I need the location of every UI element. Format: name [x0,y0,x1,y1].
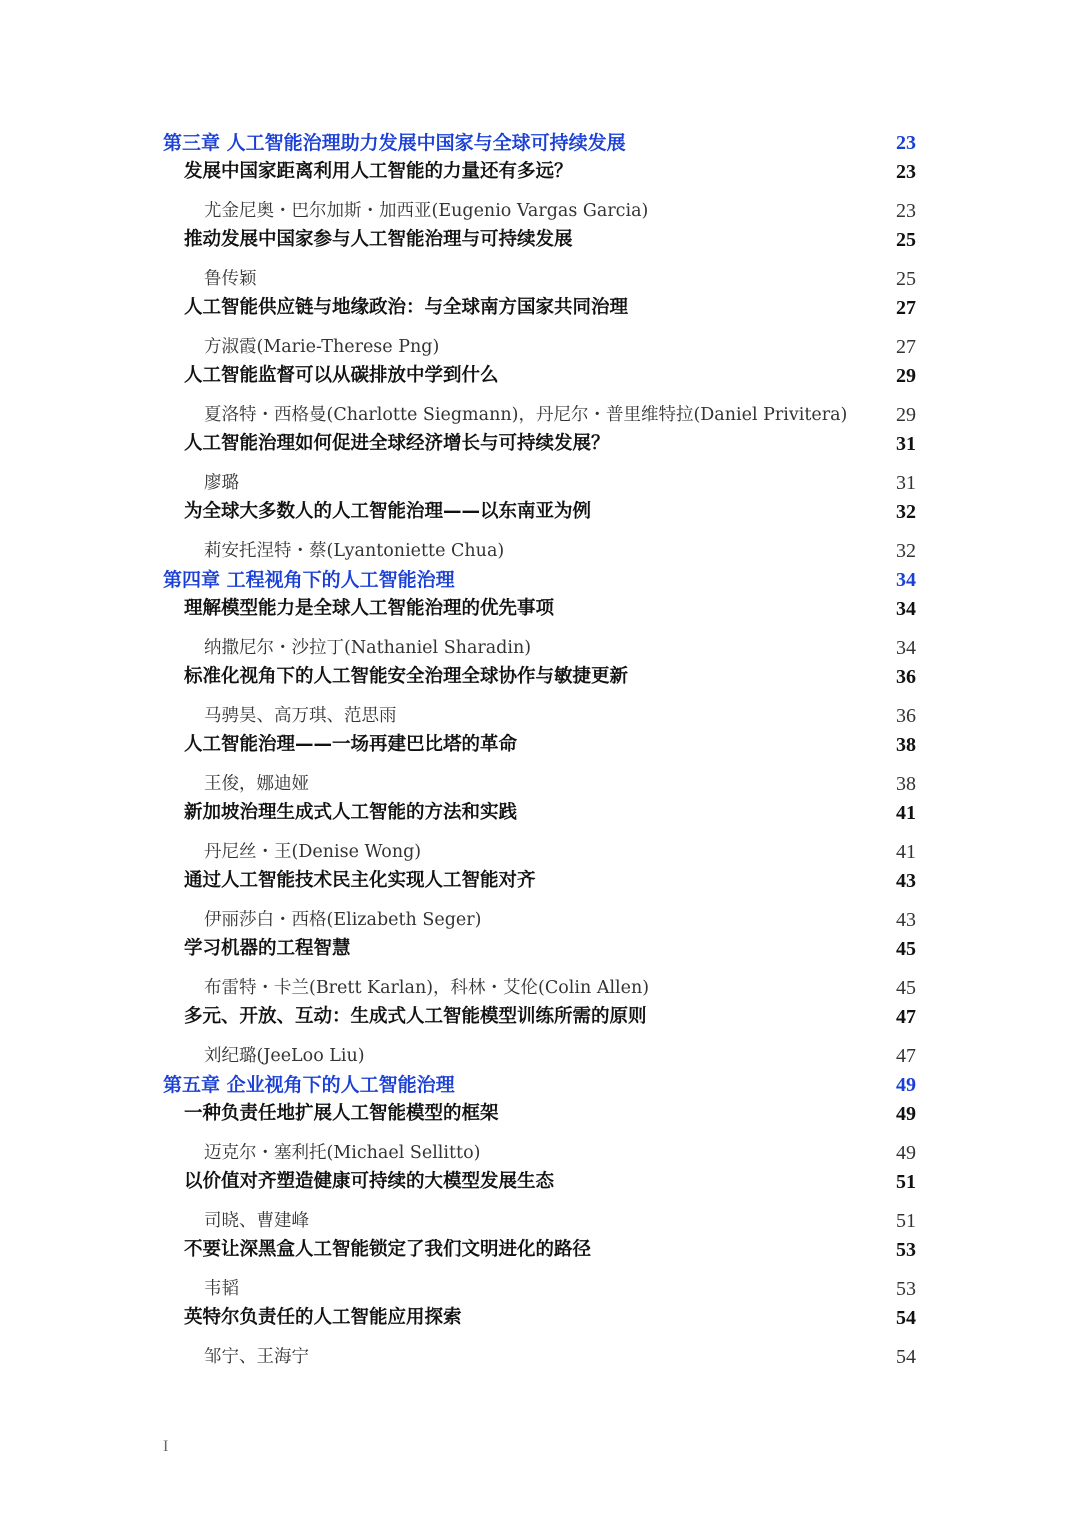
toc-author-row [0,468,1080,498]
toc-article-title: 为全球大多数人的人工智能治理——以东南亚为例 [184,501,592,522]
toc-author-title: 司晓、曹建峰 [204,1211,309,1231]
toc-author-row [0,196,1080,226]
toc-page-number: 38 [896,773,916,795]
toc-article-title: 以价值对齐塑造健康可持续的大模型发展生态 [184,1171,555,1192]
toc-article-row [0,293,1080,323]
toc-page-number: 29 [896,365,916,387]
toc-article-title: 一种负责任地扩展人工智能模型的框架 [184,1103,499,1124]
toc-page-number: 36 [896,705,916,727]
toc-author-title: 伊丽莎白・西格(Elizabeth Seger) [204,910,482,930]
toc-article-row [0,730,1080,760]
toc-page-number: 41 [896,802,916,824]
toc-page-number: 53 [896,1278,916,1300]
toc-author-row [0,769,1080,799]
toc-article-title: 通过人工智能技术民主化实现人工智能对齐 [184,870,536,891]
toc-page-number: 43 [896,909,916,931]
toc-author-title: 王俊，娜迪娅 [204,774,309,794]
toc-article-title: 人工智能供应链与地缘政治：与全球南方国家共同治理 [184,297,629,318]
toc-page-number: 32 [896,501,916,523]
toc-author-title: 布雷特・卡兰(Brett Karlan)，科林・艾伦(Colin Allen) [204,978,650,998]
toc-author-title: 夏洛特・西格曼(Charlotte Siegmann)，丹尼尔・普里维特拉(Daniel Privitera) [204,405,848,425]
toc-page-number: 49 [896,1142,916,1164]
toc-article-title: 不要让深黑盒人工智能锁定了我们文明进化的路径 [184,1239,592,1260]
toc-page-number: 49 [896,1103,916,1125]
toc-article-row [0,157,1080,187]
toc-chapter-row [0,565,1080,595]
toc-author-row [0,1206,1080,1236]
toc-page-number: 51 [896,1210,916,1232]
toc-page-number: 51 [896,1171,916,1193]
toc-page-number: 43 [896,870,916,892]
toc-author-row [0,973,1080,1003]
toc-page-number: 34 [896,569,916,591]
toc-article-row [0,1303,1080,1333]
toc-page-number: 23 [896,200,916,222]
toc-article-row [0,1235,1080,1265]
toc-page-number: 38 [896,734,916,756]
toc-author-row [0,837,1080,867]
toc-article-title: 英特尔负责任的人工智能应用探索 [184,1307,462,1328]
toc-article-row [0,497,1080,527]
toc-page-number: 25 [896,268,916,290]
toc-author-row [0,332,1080,362]
toc-article-row [0,594,1080,624]
toc-page-number: 53 [896,1239,916,1261]
toc-article-row [0,866,1080,896]
toc-author-row [0,264,1080,294]
toc-author-title: 马骋昊、高万琪、范思雨 [204,706,397,726]
toc-author-title: 廖璐 [204,473,239,493]
toc-author-row [0,536,1080,566]
toc-author-row [0,1274,1080,1304]
toc-chapter-title: 第五章 企业视角下的人工智能治理 [163,1074,455,1096]
toc-chapter-row [0,1070,1080,1100]
toc-author-row [0,905,1080,935]
toc-page-number: 45 [896,938,916,960]
toc-page-number: 27 [896,297,916,319]
toc-page-number: 27 [896,336,916,358]
toc-page-number: 45 [896,977,916,999]
toc-author-title: 韦韬 [204,1279,239,1299]
toc-page-number: 34 [896,598,916,620]
toc-page-number: 29 [896,404,916,426]
toc-page-number: 23 [896,132,916,154]
toc-author-title: 莉安托涅特・蔡(Lyantoniette Chua) [204,541,505,561]
toc-chapter-title: 第四章 工程视角下的人工智能治理 [163,569,455,591]
toc-author-title: 纳撒尼尔・沙拉丁(Nathaniel Sharadin) [204,638,532,658]
toc-article-title: 人工智能监督可以从碳排放中学到什么 [184,365,499,386]
toc-author-row [0,400,1080,430]
toc-page-number: 23 [896,161,916,183]
toc-article-title: 理解模型能力是全球人工智能治理的优先事项 [184,598,555,619]
toc-article-row [0,1167,1080,1197]
toc-article-title: 多元、开放、互动：生成式人工智能模型训练所需的原则 [184,1006,647,1027]
toc-author-row [0,701,1080,731]
toc-article-title: 新加坡治理生成式人工智能的方法和实践 [184,802,518,823]
toc-author-title: 丹尼丝・王(Denise Wong) [204,842,422,862]
toc-page-number: 25 [896,229,916,251]
toc-page-number: 31 [896,472,916,494]
toc-page-number: 36 [896,666,916,688]
toc-page-number: 47 [896,1006,916,1028]
toc-article-row [0,798,1080,828]
toc-page-number: 41 [896,841,916,863]
toc-article-row [0,1099,1080,1129]
toc-page-number: 54 [896,1307,916,1329]
toc-author-row [0,1342,1080,1372]
toc-article-title: 标准化视角下的人工智能安全治理全球协作与敏捷更新 [184,666,629,687]
toc-author-title: 邹宁、王海宁 [204,1347,309,1367]
toc-article-row [0,1002,1080,1032]
toc-page-number: 47 [896,1045,916,1067]
toc-chapter-title: 第三章 人工智能治理助力发展中国家与全球可持续发展 [163,132,626,154]
toc-article-title: 发展中国家距离利用人工智能的力量还有多远？ [184,161,573,182]
toc-author-title: 刘纪璐(JeeLoo Liu) [204,1046,365,1066]
page-number: I [163,1438,169,1455]
toc-author-title: 鲁传颖 [204,269,257,289]
toc-page-number: 34 [896,637,916,659]
toc-article-row [0,934,1080,964]
toc-author-title: 方淑霞(Marie-Therese Png) [204,337,440,357]
toc-author-row [0,1138,1080,1168]
toc-article-row [0,662,1080,692]
toc-author-title: 迈克尔・塞利托(Michael Sellitto) [204,1143,481,1163]
toc-article-title: 推动发展中国家参与人工智能治理与可持续发展 [184,229,573,250]
toc-article-row [0,361,1080,391]
toc-author-row [0,1041,1080,1071]
toc-article-row [0,429,1080,459]
toc-page-number: 49 [896,1074,916,1096]
toc-author-title: 尤金尼奥・巴尔加斯・加西亚(Eugenio Vargas Garcia) [204,201,649,221]
toc-article-title: 人工智能治理——一场再建巴比塔的革命 [184,734,518,755]
toc-article-row [0,225,1080,255]
toc-page-number: 54 [896,1346,916,1368]
toc-article-title: 学习机器的工程智慧 [184,938,351,959]
toc-page-number: 32 [896,540,916,562]
toc-article-title: 人工智能治理如何促进全球经济增长与可持续发展？ [184,433,610,454]
toc-author-row [0,633,1080,663]
toc-page-number: 31 [896,433,916,455]
toc-chapter-row [0,128,1080,158]
